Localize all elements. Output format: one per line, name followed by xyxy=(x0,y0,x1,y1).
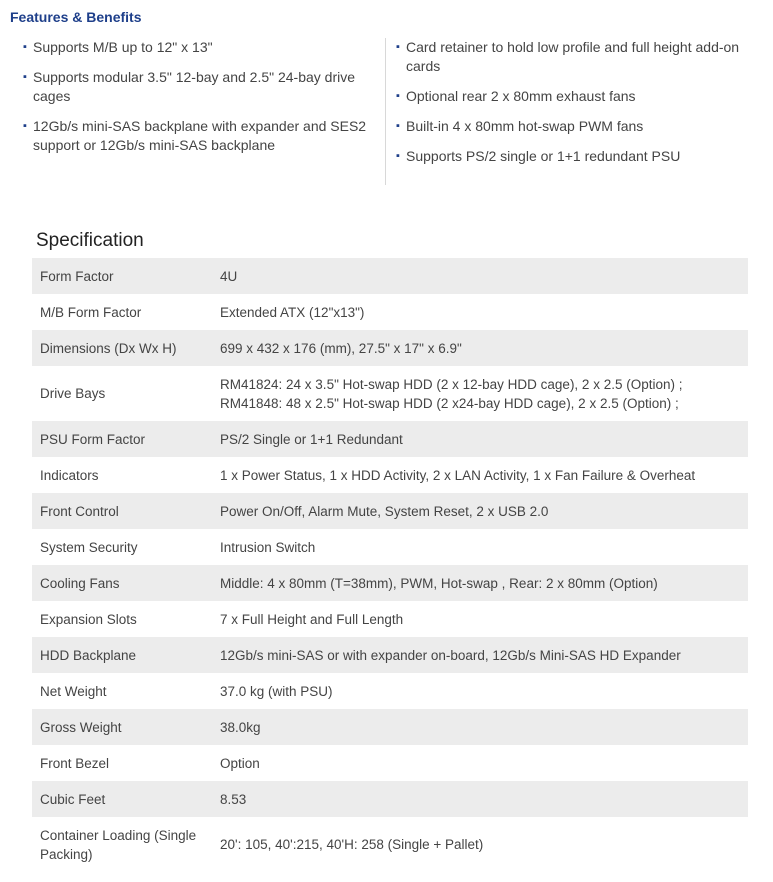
feature-item xyxy=(396,117,745,136)
table-row xyxy=(32,781,748,817)
table-row xyxy=(32,817,748,872)
bullet-icon: ▪ xyxy=(23,41,27,53)
feature-item xyxy=(23,117,371,155)
spec-label: Cubic Feet xyxy=(32,781,210,817)
table-row xyxy=(32,493,748,529)
features-right-list xyxy=(385,38,773,185)
spec-label: Front Control xyxy=(32,493,210,529)
table-row xyxy=(32,366,748,421)
spec-value: 20': 105, 40':215, 40'H: 258 (Single + Pallet) xyxy=(210,817,748,872)
spec-label: Dimensions (Dx Wx H) xyxy=(32,330,210,366)
feature-text: Supports PS/2 single or 1+1 redundant PSU xyxy=(406,148,681,164)
spec-label: PSU Form Factor xyxy=(32,421,210,457)
spec-value-line: RM41848: 48 x 2.5" Hot-swap HDD (2 x24-bay HDD cage), 2 x 2.5 (Option) ; xyxy=(220,395,679,411)
bullet-icon: ▪ xyxy=(396,90,400,102)
spec-value xyxy=(210,366,748,421)
table-row xyxy=(32,745,748,781)
table-row xyxy=(32,457,748,493)
spec-value: 38.0kg xyxy=(210,709,748,745)
spec-value: Power On/Off, Alarm Mute, System Reset, 2 x USB 2.0 xyxy=(210,493,748,529)
table-row xyxy=(32,709,748,745)
table-row xyxy=(32,529,748,565)
spec-value: 12Gb/s mini-SAS or with expander on-board, 12Gb/s Mini-SAS HD Expander xyxy=(210,637,748,673)
feature-item xyxy=(23,38,371,57)
bullet-icon: ▪ xyxy=(23,120,27,132)
spec-label: Drive Bays xyxy=(32,366,210,421)
feature-text: 12Gb/s mini-SAS backplane with expander and SES2 support or 12Gb/s mini-SAS backplane xyxy=(33,118,367,153)
spec-value: 1 x Power Status, 1 x HDD Activity, 2 x LAN Activity, 1 x Fan Failure & Overheat xyxy=(210,457,748,493)
feature-item xyxy=(396,38,745,76)
bullet-icon: ▪ xyxy=(396,150,400,162)
feature-text: Optional rear 2 x 80mm exhaust fans xyxy=(406,88,636,104)
feature-item xyxy=(396,147,745,166)
feature-item xyxy=(23,68,371,106)
spec-label: Expansion Slots xyxy=(32,601,210,637)
feature-text: Card retainer to hold low profile and full height add-on cards xyxy=(406,39,740,74)
spec-label: Net Weight xyxy=(32,673,210,709)
spec-label: M/B Form Factor xyxy=(32,294,210,330)
table-row xyxy=(32,637,748,673)
spec-label: HDD Backplane xyxy=(32,637,210,673)
spec-value: Intrusion Switch xyxy=(210,529,748,565)
spec-value: PS/2 Single or 1+1 Redundant xyxy=(210,421,748,457)
spec-label: Container Loading (Single Packing) xyxy=(32,817,210,872)
table-row xyxy=(32,258,748,294)
feature-text: Built-in 4 x 80mm hot-swap PWM fans xyxy=(406,118,644,134)
feature-text: Supports M/B up to 12" x 13" xyxy=(33,39,213,55)
table-row xyxy=(32,294,748,330)
spec-value: Middle: 4 x 80mm (T=38mm), PWM, Hot-swap , Rear: 2 x 80mm (Option) xyxy=(210,565,748,601)
bullet-icon: ▪ xyxy=(23,71,27,83)
spec-value: Option xyxy=(210,745,748,781)
features-section xyxy=(0,38,773,185)
features-title: Features & Benefits xyxy=(10,9,142,25)
feature-text: Supports modular 3.5" 12-bay and 2.5" 24-bay drive cages xyxy=(33,69,356,104)
spec-value: Extended ATX (12"x13") xyxy=(210,294,748,330)
spec-value: 4U xyxy=(210,258,748,294)
table-row xyxy=(32,421,748,457)
table-row xyxy=(32,330,748,366)
spec-table xyxy=(32,258,748,872)
bullet-icon: ▪ xyxy=(396,120,400,132)
table-row xyxy=(32,673,748,709)
spec-label: Cooling Fans xyxy=(32,565,210,601)
spec-label: Front Bezel xyxy=(32,745,210,781)
feature-item xyxy=(396,87,745,106)
features-left-list xyxy=(0,38,385,185)
spec-label: Indicators xyxy=(32,457,210,493)
spec-value: 37.0 kg (with PSU) xyxy=(210,673,748,709)
bullet-icon: ▪ xyxy=(396,41,400,53)
spec-label: Form Factor xyxy=(32,258,210,294)
spec-label: Gross Weight xyxy=(32,709,210,745)
spec-value-line: RM41824: 24 x 3.5" Hot-swap HDD (2 x 12-bay HDD cage), 2 x 2.5 (Option) ; xyxy=(220,376,683,392)
spec-label: System Security xyxy=(32,529,210,565)
spec-value: 8.53 xyxy=(210,781,748,817)
spec-value: 7 x Full Height and Full Length xyxy=(210,601,748,637)
spec-value: 699 x 432 x 176 (mm), 27.5" x 17" x 6.9" xyxy=(210,330,748,366)
spec-title: Specification xyxy=(36,230,144,251)
table-row xyxy=(32,565,748,601)
table-row xyxy=(32,601,748,637)
